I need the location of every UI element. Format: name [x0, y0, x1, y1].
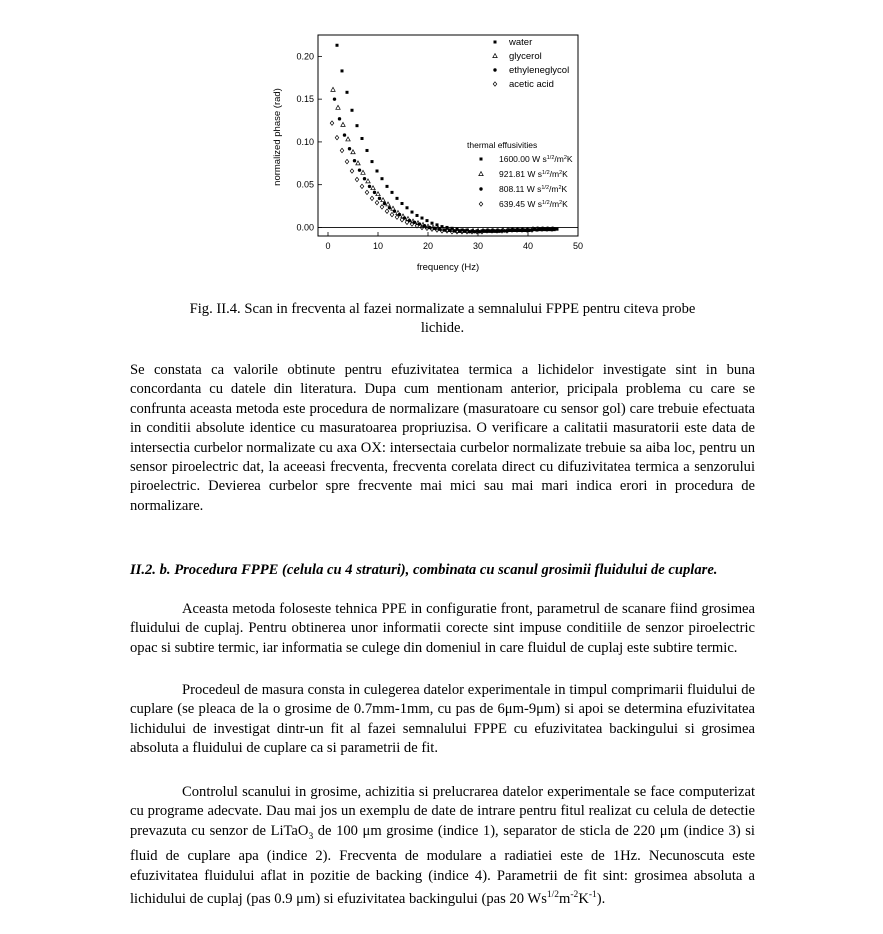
legend-marker-acetic-acid — [493, 82, 497, 86]
paragraph-results: Se constata ca valorile obtinute pentru efuzivitatea termica a lichidelor investigate sint in buna concordanta cu datele din literatura. Dupa cum mentionam anterior, pricipala problema cu care se confrunta aceasta metoda este procedura de normalizare (masuratoare cu sensor gol) care trebuie efectuata in conditii absolute identice cu masuratoarea propriuzisa. O verificare a calitatii masuratorii este data de intersectia curbelor normalizate cu axa OX: intersectaia curbelor normalizate trebuie sa aiba loc, pentru un sensor piroelectric dat, la aceeasi frecventa, frecventa corelata direct cu difuzivitatea termica a senzorului piroelectric. Devierea curbelor spre frecvente mai mici sau mai mari indica erori in procedura de normalizare. — [130, 362, 755, 514]
legend — [467, 37, 573, 209]
point-glycerol — [371, 186, 375, 190]
point-ethyleneglycol — [523, 228, 526, 231]
paragraph-procedure: Procedeul de masura consta in culegerea datelor experimentale in timpul comprimarii fluidului de cuplare (se pleaca de la o grosime de 0.7mm-1mm, cu pas de 6μm-9μm) si apoi se determina efuzivitatea lichidului de investigat dintr-un fit al fazei semnalului FPPE cu efuzivitatea backingului si grosimea absoluta a fluidului de cuplare ca si parametrii de fit. — [130, 682, 755, 757]
point-water — [361, 137, 364, 140]
point-ethyleneglycol — [513, 228, 516, 231]
caption-line-2: lichide. — [420, 320, 465, 336]
point-water — [371, 160, 374, 163]
paragraph-fit-example: Controlul scanului in grosime, achizitia si prelucrarea datelor experimentale se face computerizat cu programe adecvate. Dau mai jos un exemplu de date de intrare pentru fitul realizat cu celula de detectie prevazuta cu senzor de LiTaO$_3$ de 100 μm grosime (indice 1), separator de sticla de 220 μm (indice 3) si fluid de cuplare apa (indice 2). Frecventa de modulare a radiatiei este de 1Hz. Necunoscuta este efuzivitatea fluidului aflat in pozitie de backing (indice 4). Parametrii de fit sint: grosimea absoluta a lichidului de cuplaj (pas 0.9 μm) si efuzivitatea backingului (pas 20 $Ws^{1/2}m^{-2}K^{-1}$). — [130, 784, 755, 907]
point-ethyleneglycol — [393, 209, 396, 212]
legend-marker-glycerol — [493, 54, 497, 58]
point-glycerol — [331, 87, 335, 91]
point-ethyleneglycol — [333, 97, 336, 100]
point-water — [356, 124, 359, 127]
legend-effusivity-marker-glycerol — [479, 172, 483, 176]
point-acetic-acid — [380, 205, 384, 209]
legend-effusivity-acetic-acid: 639.45 W $s^{1/2}/m^2K$ — [499, 199, 568, 209]
point-acetic-acid — [340, 148, 344, 152]
legend-effusivity-marker-acetic-acid — [479, 202, 483, 206]
legend-effusivity-ethyleneglycol: 808.11 W $s^{1/2}/m^2K$ — [499, 184, 568, 194]
section-heading: II.2. b. Procedura FPPE (celula cu 4 straturi), combinata cu scanul grosimii fluidului de cuplare. — [130, 562, 718, 578]
point-ethyleneglycol — [478, 230, 481, 233]
point-ethyleneglycol — [493, 229, 496, 232]
point-acetic-acid — [370, 196, 374, 200]
legend-label-water: water — [509, 37, 533, 48]
legend-label-glycerol: glycerol — [509, 51, 542, 62]
point-ethyleneglycol — [553, 227, 556, 230]
y-axis-label: normalized phase (rad) — [272, 88, 283, 186]
point-glycerol — [361, 170, 365, 174]
point-glycerol — [341, 122, 345, 126]
point-acetic-acid — [385, 209, 389, 213]
point-water — [421, 217, 424, 220]
legend-effusivity-title: thermal effusivities — [467, 140, 538, 150]
point-ethyleneglycol — [518, 228, 521, 231]
point-ethyleneglycol — [368, 185, 371, 188]
point-ethyleneglycol — [363, 177, 366, 180]
y-tick-label: 0.15 — [296, 94, 314, 105]
point-ethyleneglycol — [498, 229, 501, 232]
legend-label-ethyleneglycol: ethyleneglycol — [509, 65, 570, 76]
point-water — [401, 202, 404, 205]
point-acetic-acid — [375, 200, 379, 204]
point-ethyleneglycol — [473, 230, 476, 233]
point-acetic-acid — [330, 121, 334, 125]
point-ethyleneglycol — [383, 202, 386, 205]
point-water — [396, 197, 399, 200]
point-ethyleneglycol — [398, 213, 401, 216]
point-water — [431, 222, 434, 225]
point-acetic-acid — [360, 184, 364, 188]
point-water — [351, 109, 354, 112]
point-ethyleneglycol — [353, 159, 356, 162]
x-tick-label: 10 — [372, 241, 384, 251]
figure-caption — [130, 300, 755, 338]
point-glycerol — [376, 192, 380, 196]
point-ethyleneglycol — [378, 197, 381, 200]
point-water — [366, 149, 369, 152]
point-ethyleneglycol — [488, 229, 491, 232]
point-glycerol — [351, 150, 355, 154]
paragraph-method: Aceasta metoda foloseste tehnica PPE in configuratie front, parametrul de scanare fiind grosimea fluidului de cuplaj. Pentru obtinerea unor informatii corecte sint impuse conditiile de senzor piroelectric opac si subtire termic, iar informatia se culege din domeniul in care fluidul de cuplaj este subtire termic. — [130, 601, 755, 656]
legend-effusivity-water: 1600.00 W $s^{1/2}/m^2K$ — [499, 154, 573, 164]
point-ethyleneglycol — [468, 230, 471, 233]
point-water — [391, 191, 394, 194]
point-acetic-acid — [350, 169, 354, 173]
legend-label-acetic-acid: acetic acid — [509, 79, 554, 90]
point-ethyleneglycol — [528, 228, 531, 231]
point-acetic-acid — [345, 159, 349, 163]
y-tick-label: 0.20 — [296, 51, 314, 62]
x-tick-label: 40 — [522, 241, 534, 251]
legend-marker-water — [494, 41, 497, 44]
point-water — [416, 214, 419, 217]
point-ethyleneglycol — [538, 227, 541, 230]
point-water — [336, 44, 339, 47]
x-axis-label: frequency (Hz) — [416, 262, 480, 273]
point-water — [381, 177, 384, 180]
point-ethyleneglycol — [338, 117, 341, 120]
point-glycerol — [336, 105, 340, 109]
point-ethyleneglycol — [373, 191, 376, 194]
y-tick-label: 0.05 — [296, 179, 314, 190]
legend-effusivity-glycerol: 921.81 W $s^{1/2}/m^2K$ — [499, 169, 568, 179]
point-glycerol — [366, 179, 370, 183]
point-ethyleneglycol — [543, 227, 546, 230]
x-tick-label: 0 — [325, 241, 331, 251]
point-acetic-acid — [355, 177, 359, 181]
point-ethyleneglycol — [358, 168, 361, 171]
point-water — [411, 211, 414, 214]
point-acetic-acid — [365, 190, 369, 194]
legend-marker-ethyleneglycol — [493, 68, 496, 71]
legend-effusivity-marker-water — [480, 158, 483, 161]
point-water — [346, 91, 349, 94]
caption-line-1: Fig. II.4. Scan in frecventa al fazei normalizate a semnalului FPPE pentru citeva probe — [189, 301, 696, 317]
x-tick-label: 20 — [422, 241, 434, 251]
point-glycerol — [346, 137, 350, 141]
x-tick-label: 30 — [472, 241, 484, 251]
point-water — [426, 219, 429, 222]
point-ethyleneglycol — [388, 206, 391, 209]
y-tick-label: 0.00 — [296, 222, 314, 233]
point-water — [376, 169, 379, 172]
y-tick-label: 0.10 — [296, 136, 314, 147]
point-water — [341, 69, 344, 72]
point-glycerol — [356, 161, 360, 165]
point-glycerol — [386, 202, 390, 206]
point-ethyleneglycol — [343, 133, 346, 136]
phase-frequency-chart — [0, 0, 883, 300]
point-ethyleneglycol — [348, 147, 351, 150]
point-ethyleneglycol — [548, 227, 551, 230]
x-tick-label: 50 — [572, 241, 584, 251]
point-acetic-acid — [335, 135, 339, 139]
point-glycerol — [381, 198, 385, 202]
point-water — [406, 206, 409, 209]
point-ethyleneglycol — [503, 229, 506, 232]
point-water — [386, 185, 389, 188]
point-acetic-acid — [390, 212, 394, 216]
legend-effusivity-marker-ethyleneglycol — [479, 187, 482, 190]
